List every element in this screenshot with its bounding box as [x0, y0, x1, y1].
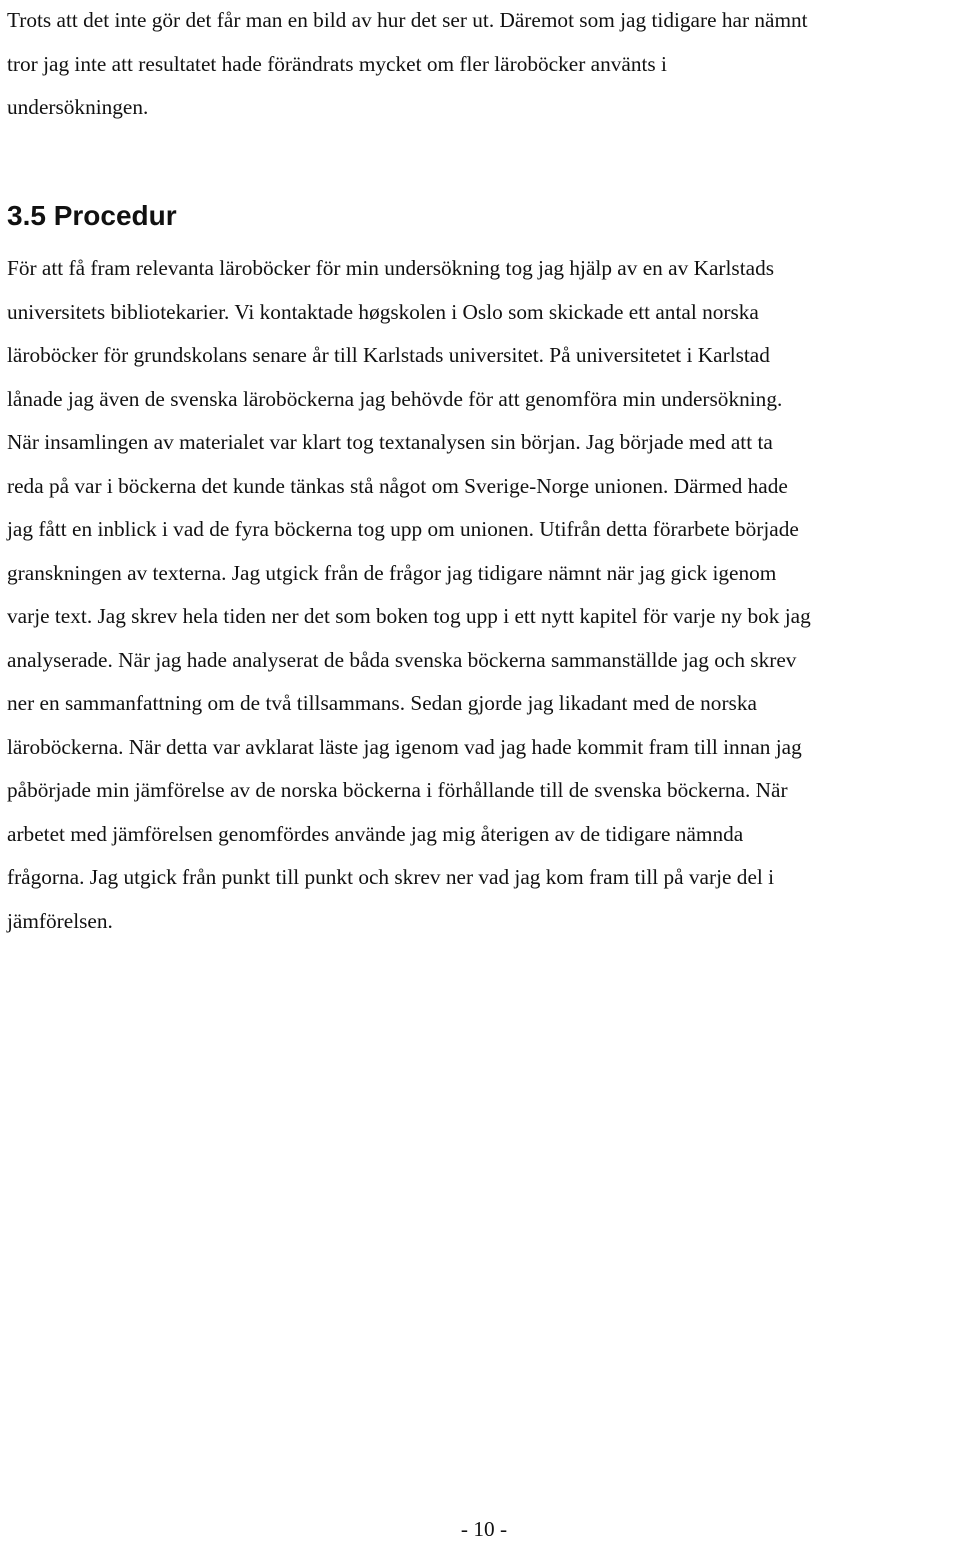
text-line: påbörjade min jämförelse av de norska böckerna i förhållande till de svenska böckerna. När	[7, 778, 788, 802]
paragraph-procedure	[7, 247, 960, 943]
text-line: läroböckerna. När detta var avklarat läste jag igenom vad jag hade kommit fram till innan jag	[7, 734, 802, 759]
text-line: analyserade. När jag hade analyserat de båda svenska böckerna sammanställde jag och skrev	[7, 647, 797, 672]
text-line: När insamlingen av materialet var klart tog textanalysen sin början. Jag började med att ta	[7, 430, 773, 454]
text-line: universitets bibliotekarier. Vi kontaktade høgskolen i Oslo som skickade ett antal norska	[7, 299, 759, 324]
text-line: ner en sammanfattning om de två tillsammans. Sedan gjorde jag likadant med de norska	[7, 691, 757, 715]
text-line: läroböcker för grundskolans senare år till Karlstads universitet. På universitetet i Karlstad	[7, 343, 770, 367]
text-line: För att få fram relevanta läroböcker för min undersökning tog jag hjälp av en av Karlstads	[7, 256, 775, 280]
text-line: granskningen av texterna. Jag utgick från de frågor jag tidigare nämnt när jag gick igenom	[7, 560, 777, 585]
text-line: lånade jag även de svenska läroböckerna jag behövde för att genomföra min undersökning.	[7, 386, 783, 411]
section-heading: 3.5 Procedur	[7, 200, 177, 231]
text-line: varje text. Jag skrev hela tiden ner det som boken tog upp i ett nytt kapitel för varje ny bok jag	[7, 604, 811, 628]
page-number: - 10 -	[460, 1517, 508, 1541]
text-line: Trots att det inte gör det får man en bild av hur det ser ut. Däremot som jag tidigare har nämnt	[7, 8, 808, 32]
text-line: reda på var i böckerna det kunde tänkas stå något om Sverige-Norge unionen. Därmed hade	[7, 473, 788, 498]
text-line: arbetet med jämförelsen genomfördes använde jag mig återigen av de tidigare nämnda	[7, 821, 744, 846]
text-line: tror jag inte att resultatet hade förändrats mycket om fler läroböcker använts i	[7, 51, 667, 76]
text-line: undersökningen.	[7, 95, 149, 119]
text-line: jag fått en inblick i vad de fyra böckerna tog upp om unionen. Utifrån detta förarbete började	[7, 517, 799, 541]
paragraph-intro	[7, 0, 960, 130]
text-line: frågorna. Jag utgick från punkt till punkt och skrev ner vad jag kom fram till på varje del i	[7, 865, 775, 889]
text-line: jämförelsen.	[7, 908, 113, 933]
